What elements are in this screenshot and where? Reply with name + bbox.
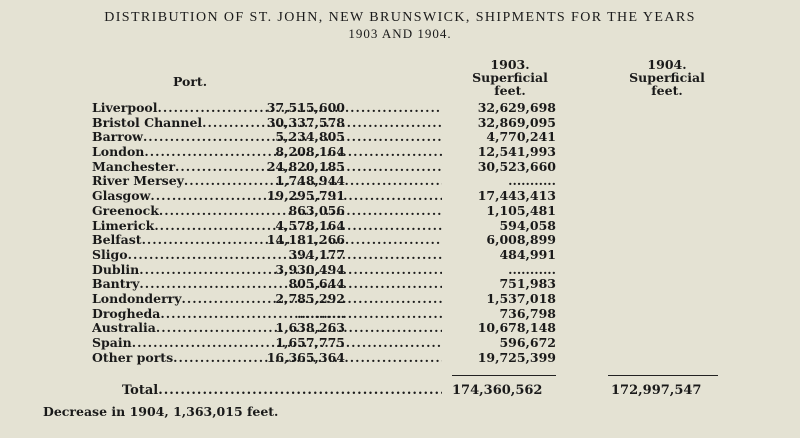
value-1903: 805,644 — [288, 276, 345, 292]
port-name: Bristol Channel ..... — [92, 116, 442, 131]
header-1904-unit: Superficial — [629, 70, 705, 85]
value-1903: 1,638,263 — [275, 320, 345, 336]
total-1903: 174,360,562 — [452, 383, 543, 398]
shipments-table — [92, 101, 732, 365]
table-row — [92, 263, 732, 278]
table-row — [92, 336, 732, 351]
table-title-years: 1903 AND 1904. — [348, 26, 452, 41]
port-name: Dublin ..... — [92, 263, 442, 278]
value-1904: 4,770,241 — [486, 129, 556, 145]
table-title: DISTRIBUTION OF ST. JOHN, NEW BRUNSWICK, SHIPMENTS FOR THE YEARS — [104, 10, 696, 25]
total-rule-1904 — [608, 375, 718, 376]
value-1903: 863,056 — [288, 202, 345, 218]
port-name: Bantry ..... — [92, 277, 442, 292]
value-1904: ........... — [508, 261, 556, 277]
value-1903: 1,657,775 — [275, 335, 345, 350]
header-1904-year: 1904. — [647, 57, 687, 72]
value-1904: 484,991 — [499, 246, 556, 262]
table-row — [92, 233, 732, 248]
table-row — [92, 130, 732, 145]
port-name: Spain ..... — [92, 336, 442, 351]
port-name: Australia ..... — [92, 321, 442, 336]
header-1904 — [612, 58, 722, 97]
table-row — [92, 204, 732, 219]
header-1903-unit: Superficial — [472, 70, 548, 85]
value-1904: 30,523,660 — [477, 158, 556, 174]
header-port: Port. — [172, 74, 208, 89]
port-name: Sligo ..... — [92, 248, 442, 263]
header-1904-unit-feet: feet. — [651, 83, 683, 98]
header-1903-unit-feet: feet. — [494, 83, 526, 98]
value-1903: 30,337,578 — [266, 114, 345, 130]
table-row — [92, 321, 732, 336]
port-name: Liverpool ..... — [92, 101, 442, 116]
table-row — [92, 248, 732, 263]
value-1904: 736,798 — [499, 305, 556, 321]
decrease-note: Decrease in 1904, 1,363,015 feet. — [43, 404, 279, 419]
value-1904: 10,678,148 — [477, 320, 556, 336]
value-1904: 1,105,481 — [486, 202, 556, 218]
table-row — [92, 174, 732, 189]
value-1903: 8,208,164 — [275, 144, 345, 160]
header-1903-year: 1903. — [490, 57, 530, 72]
table-row — [92, 101, 732, 116]
table-row — [92, 160, 732, 175]
value-1904: 32,629,698 — [477, 100, 556, 115]
value-1903: 2,785,292 — [275, 290, 345, 306]
port-name: Belfast ..... — [92, 233, 442, 248]
port-name: River Mersey ..... — [92, 174, 442, 189]
table-row — [92, 351, 732, 366]
value-1904: ........... — [508, 173, 556, 189]
port-name: Glasgow ..... — [92, 189, 442, 204]
value-1904: 1,537,018 — [486, 290, 556, 306]
table-row — [92, 219, 732, 234]
value-1904: 6,008,899 — [486, 232, 556, 248]
port-name: Manchester ..... — [92, 160, 442, 175]
value-1903: 3,930,494 — [275, 261, 345, 277]
value-1903: 1,748,944 — [275, 173, 345, 189]
total-1904: 172,997,547 — [611, 383, 702, 398]
value-1903: 24,820,185 — [266, 158, 345, 174]
value-1903: ........... — [297, 305, 345, 321]
value-1903: 5,234,805 — [275, 129, 345, 145]
table-row — [92, 189, 732, 204]
value-1904: 751,983 — [499, 276, 556, 292]
value-1903: 37,515,600 — [266, 100, 345, 115]
total-rule-1903 — [452, 375, 556, 376]
total-row — [122, 383, 732, 399]
port-name: Drogheda ..... — [92, 307, 442, 322]
header-1903 — [455, 58, 565, 97]
total-label: Total ..... — [122, 383, 442, 398]
value-1903: 4,578,164 — [275, 217, 345, 233]
table-row — [92, 145, 732, 160]
port-name: Other ports ..... — [92, 351, 442, 366]
value-1903: 19,295,791 — [266, 188, 345, 204]
value-1904: 12,541,993 — [477, 144, 556, 160]
table-row — [92, 277, 732, 292]
value-1904: 596,672 — [499, 335, 556, 350]
value-1903: 16,365,364 — [266, 349, 345, 365]
value-1904: 17,443,413 — [477, 188, 556, 204]
table-row — [92, 116, 732, 131]
port-name: Limerick ..... — [92, 219, 442, 234]
value-1904: 19,725,399 — [477, 349, 556, 365]
table-row — [92, 292, 732, 307]
value-1904: 594,058 — [499, 217, 556, 233]
port-name: Londonderry ..... — [92, 292, 442, 307]
table-row — [92, 307, 732, 322]
port-name: Barrow ..... — [92, 130, 442, 145]
value-1903: 14,181,266 — [266, 232, 345, 248]
value-1904: 32,869,095 — [477, 114, 556, 130]
value-1903: 394,177 — [288, 246, 345, 262]
port-name: Greenock ..... — [92, 204, 442, 219]
port-name: London ..... — [92, 145, 442, 160]
